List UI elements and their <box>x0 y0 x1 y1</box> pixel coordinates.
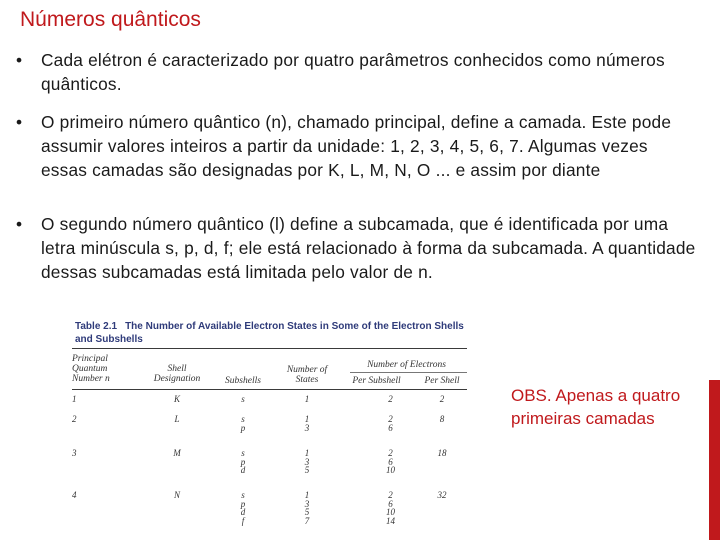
obs-note: OBS. Apenas a quatro primeiras camadas <box>511 386 681 428</box>
cell-subshell: p <box>240 498 246 509</box>
table-header-rule <box>72 389 467 390</box>
header-states: Number of States <box>286 365 328 385</box>
bullet-text: O segundo número quântico (l) define a subcamada, que é identificada por uma letra minúscula s, p, d, f; ele está relacionado à forma da subcamada. A quantidade dessas subcamadas está limitada pelo valor de n. <box>41 214 696 282</box>
cell-subshell: s <box>241 448 245 458</box>
cell-n: 3 <box>72 448 77 458</box>
cell-per-subshell: 10 <box>386 507 395 517</box>
cell-subshell: f <box>241 515 245 526</box>
bullet-dot-icon: • <box>16 50 23 70</box>
cell-subshell: p <box>240 422 246 433</box>
cell-per-subshell: 2 <box>388 394 393 404</box>
cell-shell: K <box>173 394 180 404</box>
cell-per-subshell: 6 <box>388 498 393 509</box>
cell-subshell: s <box>241 414 245 424</box>
cell-subshell: d <box>240 507 246 517</box>
table-top-rule <box>72 348 467 349</box>
header-electrons-group: Number of Electrons <box>367 360 446 370</box>
cell-subshell: s <box>241 490 245 500</box>
cell-states: 1 <box>304 414 310 424</box>
cell-per-subshell: 2 <box>388 448 393 458</box>
cell-per-subshell: 10 <box>386 465 395 475</box>
cell-shell: N <box>173 490 180 500</box>
cell-states: 5 <box>304 465 310 475</box>
bullet-item <box>16 48 696 96</box>
cell-states: 1 <box>304 490 310 500</box>
cell-states: 1 <box>304 448 310 458</box>
table-caption-title: The Number of Available Electron States in Some of the Electron Shells and Subshells <box>75 321 464 345</box>
cell-per-subshell: 6 <box>388 422 393 433</box>
cell-states: 1 <box>304 394 310 404</box>
cell-subshell: s <box>241 394 245 404</box>
table-caption-number: Table 2.1 <box>75 321 118 332</box>
cell-states: 3 <box>304 498 310 509</box>
cell-states: 3 <box>304 422 310 433</box>
cell-shell: L <box>174 414 180 424</box>
header-subshells: Subshells <box>225 376 261 386</box>
cell-per-shell: 18 <box>437 448 447 458</box>
cell-subshell: p <box>240 456 246 467</box>
cell-per-shell: 32 <box>437 490 447 500</box>
bullet-dot-icon: • <box>16 112 23 132</box>
electron-states-table <box>72 318 467 540</box>
cell-n: 4 <box>72 490 77 500</box>
cell-states: 3 <box>304 456 310 467</box>
cell-n: 1 <box>72 394 77 404</box>
header-shell: Shell Designation <box>153 364 201 384</box>
header-group-rule <box>350 372 467 373</box>
cell-per-shell: 2 <box>439 394 445 404</box>
slide-title: Números quânticos <box>20 8 201 31</box>
bullet-text: O primeiro número quântico (n), chamado principal, define a camada. Este pode assumir valores inteiros a partir da unidade: 1, 2, 3, 4, 5, 6, 7. Algumas vezes essas camadas são designadas por K, L, M, N, O ... e assim por diante <box>41 112 672 180</box>
header-per-shell: Per Shell <box>424 376 460 386</box>
cell-n: 2 <box>72 414 77 424</box>
table-caption <box>75 320 465 346</box>
cell-per-shell: 8 <box>439 414 445 424</box>
bullet-dot-icon: • <box>16 214 23 234</box>
cell-per-subshell: 14 <box>386 515 395 526</box>
cell-subshell: d <box>240 465 246 475</box>
accent-bar <box>709 380 720 540</box>
cell-shell: M <box>173 448 181 458</box>
bullet-item <box>16 110 696 182</box>
cell-states: 5 <box>304 507 310 517</box>
cell-per-subshell: 6 <box>388 456 393 467</box>
cell-per-subshell: 2 <box>388 414 393 424</box>
header-per-subshell: Per Subshell <box>352 376 401 386</box>
bullet-text: Cada elétron é caracterizado por quatro parâmetros conhecidos como números quânticos. <box>41 50 665 94</box>
cell-states: 7 <box>304 515 310 526</box>
cell-per-subshell: 2 <box>388 490 393 500</box>
header-principal: Principal Quantum Number n <box>72 354 110 384</box>
bullet-item <box>16 212 696 284</box>
